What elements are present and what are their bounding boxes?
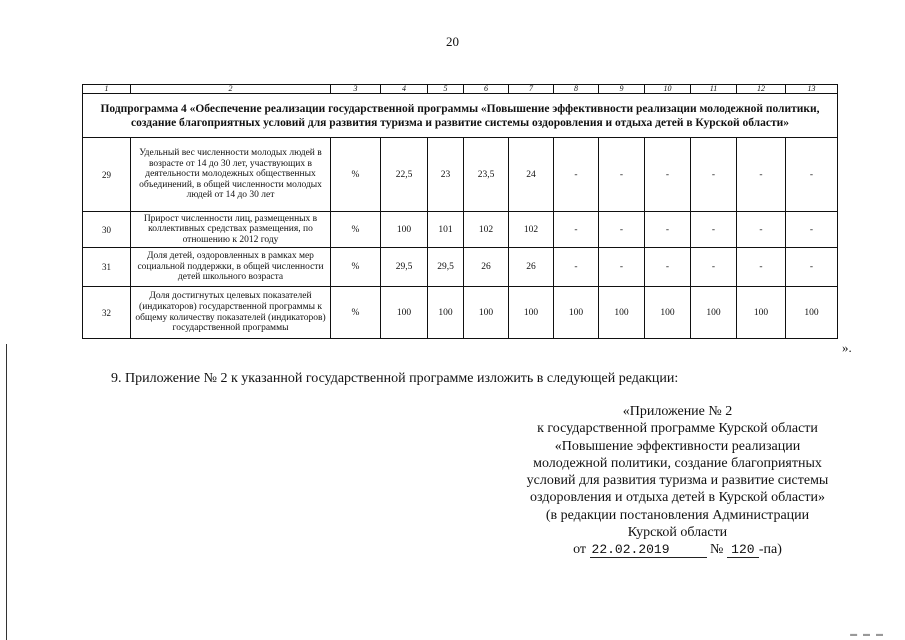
value-cell: 26 [464, 248, 509, 287]
value-cell: 29,5 [381, 248, 428, 287]
value-cell: 100 [599, 287, 645, 339]
value-cell: 23,5 [464, 138, 509, 212]
value-cell: 100 [509, 287, 554, 339]
value-cell: 24 [509, 138, 554, 212]
value-cell: - [786, 248, 838, 287]
appendix-line-1: «Приложение № 2 [622, 404, 733, 419]
value-cell: - [786, 212, 838, 248]
row-number: 32 [83, 287, 131, 339]
indicators-table [82, 84, 838, 339]
unit-cell: % [331, 287, 381, 339]
value-cell: 100 [381, 212, 428, 248]
value-cell: - [645, 248, 691, 287]
value-cell: - [599, 248, 645, 287]
value-cell: - [645, 212, 691, 248]
table-row [83, 138, 838, 212]
appendix-line-6: оздоровления и отдыха детей в Курской области» [530, 490, 825, 506]
value-cell: 100 [554, 287, 599, 339]
value-cell: - [645, 138, 691, 212]
section-title: Подпрограмма 4 «Обеспечение реализации государственной программы «Повышение эффективности реализации молодежной политики, создание благоприятных условий для развития туризма и развитие системы оздоровления и отдыха детей в Курской области» [83, 94, 838, 138]
appendix-line-7: (в редакции постановления Администрации [545, 507, 810, 523]
table-row [83, 287, 838, 339]
from-label: от [573, 542, 587, 558]
table-row [83, 248, 838, 287]
column-number: 2 [131, 85, 331, 94]
column-number: 12 [737, 85, 786, 94]
resolution-date: 22.02.2019 [590, 543, 707, 558]
value-cell: - [737, 212, 786, 248]
row-number: 31 [83, 248, 131, 287]
paragraph-9: 9. Приложение № 2 к указанной государственной программе изложить в следующей редакции: [111, 371, 679, 386]
resolution-suffix: -па) [758, 542, 782, 558]
value-cell: 100 [428, 287, 464, 339]
column-number: 1 [83, 85, 131, 94]
margin-rule [6, 344, 7, 640]
column-number: 7 [509, 85, 554, 94]
value-cell: - [554, 138, 599, 212]
value-cell: - [691, 248, 737, 287]
appendix-header [505, 403, 850, 559]
row-number: 29 [83, 138, 131, 212]
value-cell: 100 [381, 287, 428, 339]
value-cell: - [691, 138, 737, 212]
appendix-line-8: Курской области [627, 525, 728, 541]
column-number: 13 [786, 85, 838, 94]
value-cell: - [737, 248, 786, 287]
appendix-line-3: «Повышение эффективности реализации [554, 438, 801, 454]
value-cell: 26 [509, 248, 554, 287]
value-cell: 22,5 [381, 138, 428, 212]
value-cell: - [599, 138, 645, 212]
number-label: № [710, 542, 724, 558]
unit-cell: % [331, 138, 381, 212]
value-cell: - [786, 138, 838, 212]
value-cell: 29,5 [428, 248, 464, 287]
indicator-description: Доля достигнутых целевых показателей (индикаторов) государственной программы к общему количеству показателей (индикаторов) государственной программы [131, 287, 331, 339]
appendix-line-4: молодежной политики, создание благоприятных [533, 455, 822, 471]
value-cell: - [599, 212, 645, 248]
resolution-reference [505, 541, 850, 558]
appendix-line-5: условий для развития туризма и развитие системы [526, 473, 829, 489]
column-number: 6 [464, 85, 509, 94]
value-cell: - [554, 212, 599, 248]
indicator-description: Прирост численности лиц, размещенных в коллективных средствах размещения, по отношению к 2012 году [131, 212, 331, 248]
column-number-row [83, 85, 838, 94]
value-cell: - [691, 212, 737, 248]
value-cell: 100 [645, 287, 691, 339]
column-number: 8 [554, 85, 599, 94]
unit-cell: % [331, 212, 381, 248]
column-number: 10 [645, 85, 691, 94]
page-number: 20 [446, 34, 459, 49]
resolution-number: 120 [727, 543, 759, 558]
closing-quote: ». [842, 340, 852, 355]
column-number: 4 [381, 85, 428, 94]
footer-scan-marks: ▬ ▬ ▬ [850, 631, 885, 638]
value-cell: 101 [428, 212, 464, 248]
appendix-line-2: к государственной программе Курской области [537, 421, 818, 437]
section-title-row [83, 94, 838, 138]
value-cell: 102 [464, 212, 509, 248]
indicator-description: Удельный вес численности молодых людей в возрасте от 14 до 30 лет, участвующих в деятельности молодежных общественных объединений, в общей численности молодых людей от 14 до 30 лет [131, 138, 331, 212]
value-cell: 100 [786, 287, 838, 339]
column-number: 5 [428, 85, 464, 94]
table-row [83, 212, 838, 248]
value-cell: - [737, 138, 786, 212]
unit-cell: % [331, 248, 381, 287]
value-cell: 100 [691, 287, 737, 339]
column-number: 3 [331, 85, 381, 94]
value-cell: 23 [428, 138, 464, 212]
value-cell: 100 [737, 287, 786, 339]
row-number: 30 [83, 212, 131, 248]
indicator-description: Доля детей, оздоровленных в рамках мер социальной поддержки, в общей численности детей школьного возраста [131, 248, 331, 287]
column-number: 9 [599, 85, 645, 94]
value-cell: - [554, 248, 599, 287]
value-cell: 100 [464, 287, 509, 339]
value-cell: 102 [509, 212, 554, 248]
column-number: 11 [691, 85, 737, 94]
